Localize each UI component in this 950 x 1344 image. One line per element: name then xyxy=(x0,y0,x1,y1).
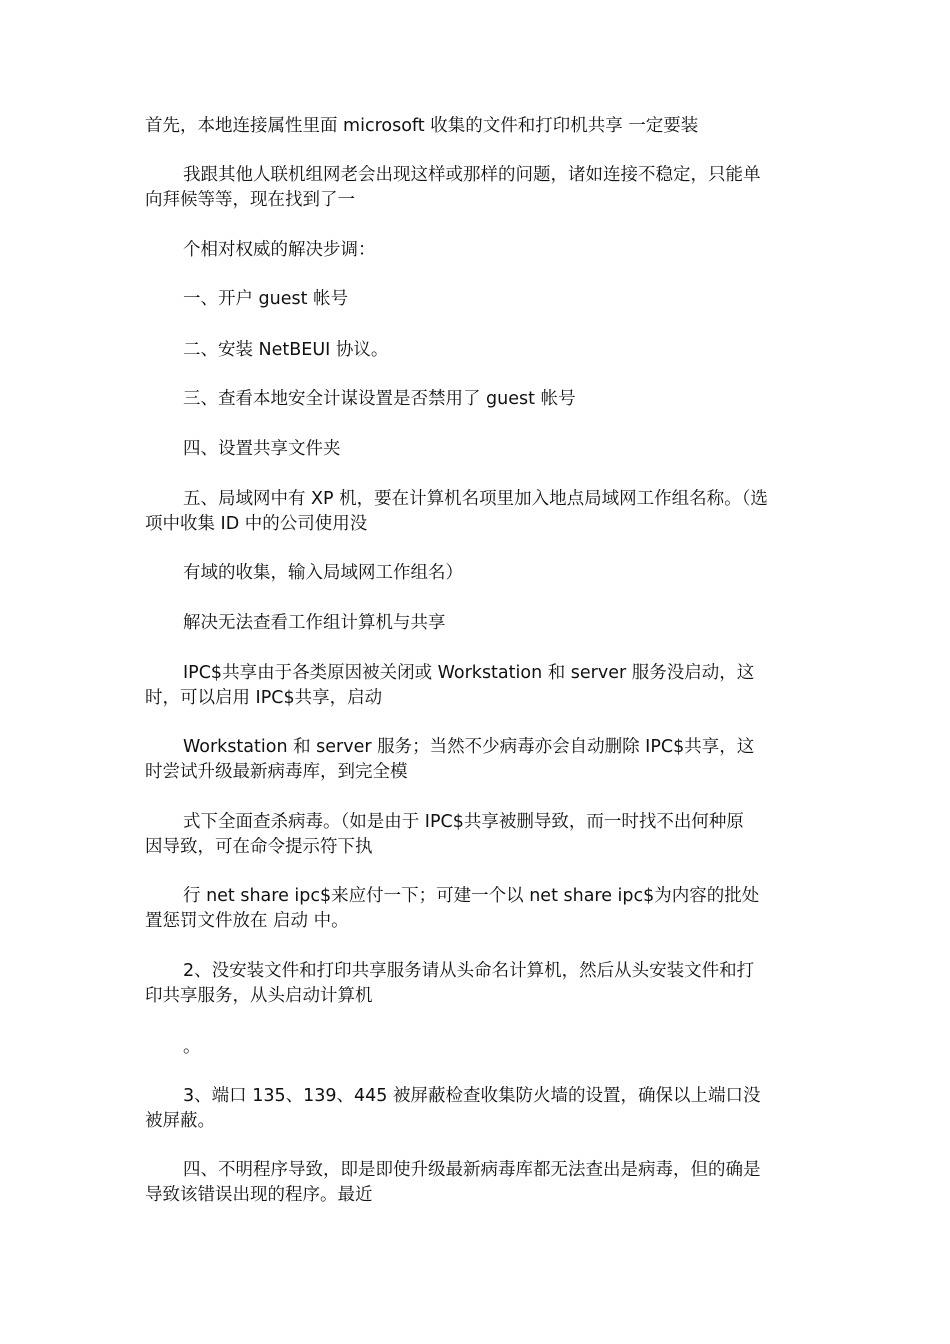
paragraph-line: 被屏蔽。 xyxy=(145,1111,215,1131)
paragraph-line: 式下全面查杀病毒。（如是由于 IPC$共享被删导致，而一时找不出何种原 xyxy=(183,812,744,832)
step-5 xyxy=(145,487,809,537)
paragraph-ipc-1 xyxy=(145,661,809,711)
paragraph-line: 有域的收集，输入局域网工作组名） xyxy=(183,563,463,583)
paragraph-line: 2、没安装文件和打印共享服务请从头命名计算机，然后从头安装文件和打 xyxy=(183,961,755,981)
paragraph-steps-intro xyxy=(145,238,809,263)
paragraph-line: 一、开户 guest 帐号 xyxy=(183,289,349,309)
step-3 xyxy=(145,387,809,412)
step-2 xyxy=(145,338,809,363)
paragraph-line: 导致该错误出现的程序。最近 xyxy=(145,1185,373,1205)
paragraph-line: 印共享服务，从头启动计算机 xyxy=(145,986,373,1006)
paragraph-line: IPC$共享由于各类原因被关闭或 Workstation 和 server 服务没启动，这 xyxy=(183,663,755,683)
paragraph-line: 向拜候等等，现在找到了一 xyxy=(145,190,355,210)
paragraph-line: 因导致，可在命令提示符下执 xyxy=(145,837,373,857)
paragraph-line: 置惩罚文件放在 启动 中。 xyxy=(145,911,349,931)
paragraph-line: 时尝试升级最新病毒库，到完全模 xyxy=(145,762,408,782)
paragraph-intro xyxy=(145,114,809,139)
paragraph-period xyxy=(145,1035,809,1060)
paragraph-line: 项中收集 ID 中的公司使用没 xyxy=(145,514,368,534)
step-1 xyxy=(145,287,809,312)
paragraph-problem xyxy=(145,163,809,213)
paragraph-line: 四、不明程序导致，即是即使升级最新病毒库都无法查出是病毒，但的确是 xyxy=(183,1160,761,1180)
paragraph-line: 。 xyxy=(183,1037,201,1057)
section-heading xyxy=(145,611,809,636)
paragraph-line: 行 net share ipc$来应付一下；可建一个以 net share ipc$为内容的批处 xyxy=(183,886,760,906)
paragraph-line: 3、端口 135、139、445 被屏蔽检查收集防火墙的设置，确保以上端口没 xyxy=(183,1086,761,1106)
paragraph-line: 四、设置共享文件夹 xyxy=(183,439,341,459)
paragraph-ipc-4 xyxy=(145,884,809,934)
paragraph-line: 时，可以启用 IPC$共享，启动 xyxy=(145,688,383,708)
paragraph-ipc-3 xyxy=(145,810,809,860)
paragraph-line: 二、安装 NetBEUI 协议。 xyxy=(183,340,389,360)
paragraph-line: 个相对权威的解决步调： xyxy=(183,240,376,260)
paragraph-item-4 xyxy=(145,1158,809,1208)
paragraph-line: 我跟其他人联机组网老会出现这样或那样的问题，诸如连接不稳定，只能单 xyxy=(183,165,761,185)
paragraph-line: 解决无法查看工作组计算机与共享 xyxy=(183,613,446,633)
paragraph-line: 五、局域网中有 XP 机，要在计算机名项里加入地点局域网工作组名称。（选 xyxy=(183,489,768,509)
paragraph-line: Workstation 和 server 服务；当然不少病毒亦会自动删除 IPC$共享，这 xyxy=(183,737,755,757)
step-4 xyxy=(145,437,809,462)
step-5-continued xyxy=(145,561,809,586)
paragraph-item-2 xyxy=(145,959,809,1009)
paragraph-item-3 xyxy=(145,1084,809,1134)
paragraph-line: 三、查看本地安全计谋设置是否禁用了 guest 帐号 xyxy=(183,389,576,409)
paragraph-line: 首先，本地连接属性里面 microsoft 收集的文件和打印机共享 一定要装 xyxy=(145,116,699,136)
paragraph-ipc-2 xyxy=(145,735,809,785)
